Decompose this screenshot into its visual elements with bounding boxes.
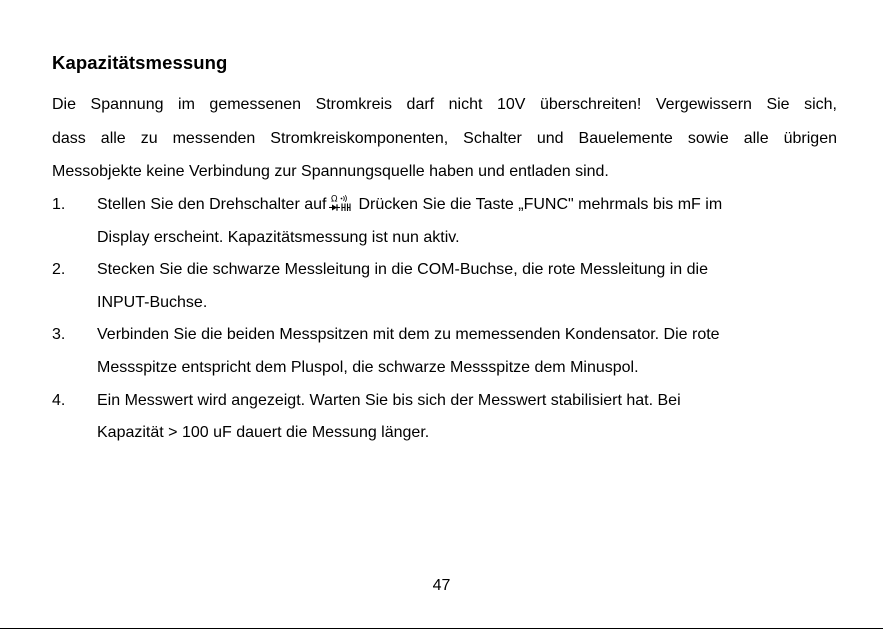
page-number: 47 xyxy=(432,577,451,594)
step-line-2: Kapazität > 100 uF dauert die Messung länger. xyxy=(97,424,430,442)
step-line-2: INPUT-Buchse. xyxy=(97,293,208,311)
step-1 xyxy=(52,189,842,254)
step-text-before-icon: Stellen Sie den Drehschalter auf xyxy=(97,196,327,213)
intro-line-1: Die Spannung im gemessenen Stromkreis darf nicht 10V überschreiten! Vergewissern Sie sich, xyxy=(52,96,837,113)
intro-line-2: dass alle zu messenden Stromkreiskomponenten, Schalter und Bauelemente sowie alle übrigen xyxy=(52,129,837,147)
step-line-2: Messspitze entspricht dem Pluspol, die schwarze Messspitze dem Minuspol. xyxy=(97,358,639,376)
step-line-1: Ein Messwert wird angezeigt. Warten Sie bis sich der Messwert stabilisiert hat. Bei xyxy=(97,391,681,409)
intro-paragraph xyxy=(52,88,837,189)
bottom-rule xyxy=(0,628,883,629)
step-2 xyxy=(52,254,842,319)
step-line-1: Verbinden Sie die beiden Messpsitzen mit dem zu memessenden Kondensator. Die rote xyxy=(97,326,720,344)
step-4 xyxy=(52,385,842,450)
instruction-steps xyxy=(52,189,842,450)
step-number: 4. xyxy=(52,391,66,409)
intro-line-3: Messobjekte keine Verbindung zur Spannungsquelle haben und entladen sind. xyxy=(52,163,609,180)
step-3 xyxy=(52,319,842,384)
step-number: 3. xyxy=(52,326,66,344)
section-heading: Kapazitätsmessung xyxy=(52,52,228,73)
step-line-2: Display erscheint. Kapazitätsmessung ist nun aktiv. xyxy=(97,228,460,246)
ohm-continuity-diode-capacitance-icon xyxy=(328,194,356,212)
step-number: 1. xyxy=(52,196,66,213)
svg-text:Ω: Ω xyxy=(331,194,338,205)
step-number: 2. xyxy=(52,261,66,279)
step-line-1: Stecken Sie die schwarze Messleitung in die COM-Buchse, die rote Messleitung in die xyxy=(97,261,708,279)
step-text-after-icon: Drücken Sie die Taste „FUNC" mehrmals bis mF im xyxy=(358,196,723,213)
step-line-1 xyxy=(97,189,842,222)
